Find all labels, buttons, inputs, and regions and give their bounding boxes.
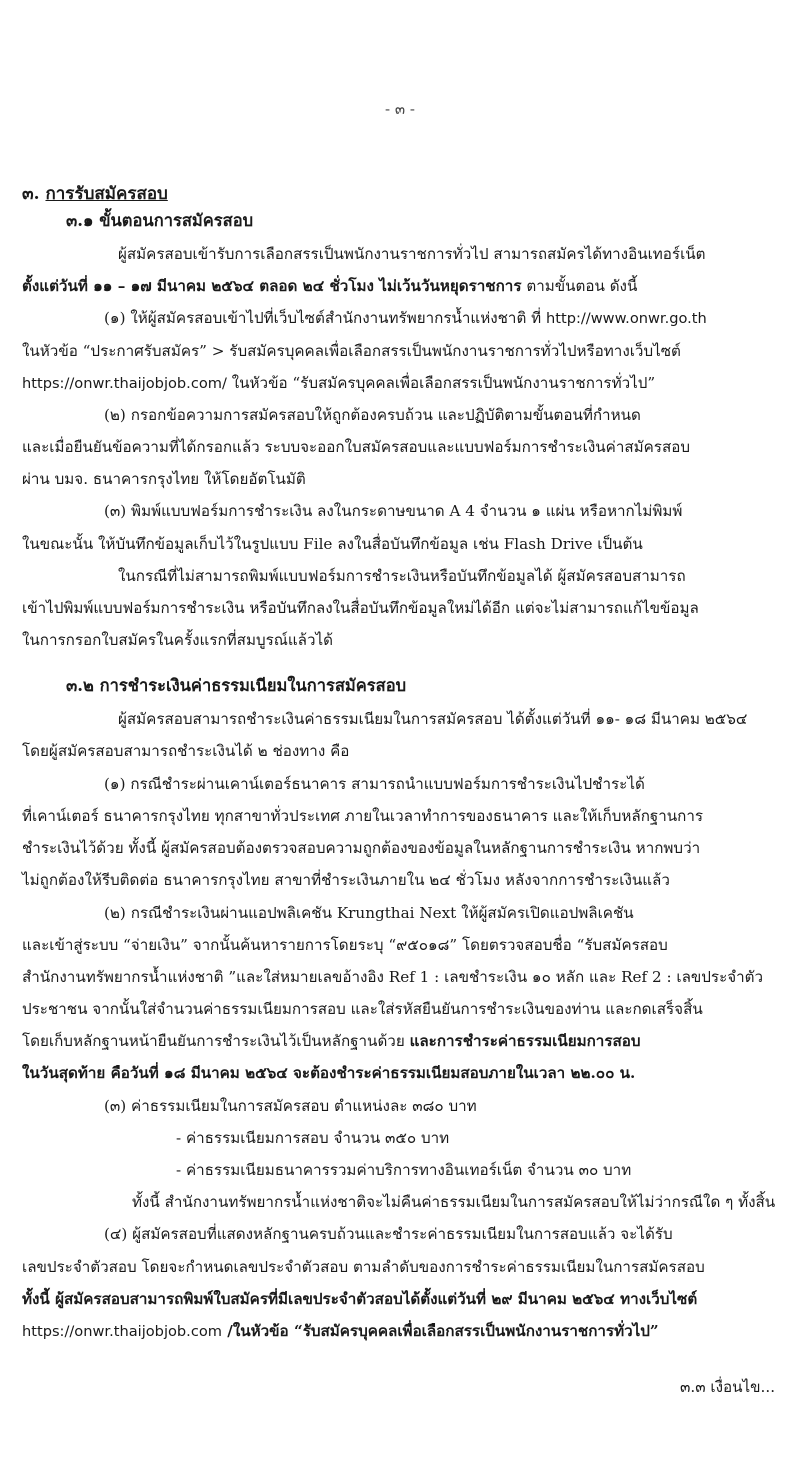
- page-number: - ๓ -: [385, 100, 415, 118]
- s31-item1-line: ในหัวข้อ “ประกาศรับสมัคร” > รับสมัครบุคคลเพื่อเลือกสรรเป็นพนักงานราชการทั่วไปหรือทางเว็บไซต์: [22, 342, 681, 360]
- s31-para-line: ในกรณีที่ไม่สามารถพิมพ์แบบฟอร์มการชำระเงินหรือบันทึกข้อมูลได้ ผู้สมัครสอบสามารถ: [118, 567, 686, 585]
- text-run: /ในหัวข้อ “รับสมัครบุคคลเพื่อเลือกสรรเป็นพนักงานราชการทั่วไป”: [222, 1322, 659, 1340]
- no-refund-note: ทั้งนี้ สำนักงานทรัพยากรน้ำแห่งชาติจะไม่คืนค่าธรรมเนียมในการสมัครสอบให้ไม่ว่ากรณีใด ๆ ทั้งสิ้น: [132, 1193, 776, 1211]
- s32-item4-line: ทั้งนี้ ผู้สมัครสอบสามารถพิมพ์ใบสมัครที่มีเลขประจำตัวสอบได้ตั้งแต่วันที่ ๒๙ มีนาคม ๒๕๖๔ ทางเว็บไซต์: [22, 1290, 698, 1308]
- s32-item2-line: สำนักงานทรัพยากรน้ำแห่งชาติ ”และใส่หมายเลขอ้างอิง Ref 1 : เลขชำระเงิน ๑๐ หลัก และ Ref 2 : เลขประจำตัว: [22, 968, 764, 986]
- section-number: ๓.: [22, 184, 40, 204]
- s31-item3-line: ในขณะนั้น ให้บันทึกข้อมูลเก็บไว้ในรูปแบบ File ลงในสื่อบันทึกข้อมูล เช่น Flash Drive เป็นต้น: [22, 535, 643, 553]
- s31-item2-line: และเมื่อยืนยันข้อความที่ได้กรอกแล้ว ระบบจะออกใบสมัครสอบและแบบฟอร์มการชำระเงินค่าสมัครสอบ: [22, 438, 690, 456]
- onwr-website-link[interactable]: http://www.onwr.go.th: [546, 310, 707, 327]
- s32-item4-line: [22, 1321, 659, 1342]
- text-run: ในหัวข้อ “รับสมัครบุคคลเพื่อเลือกสรรเป็นพนักงานราชการทั่วไป”: [226, 374, 656, 392]
- text-run: (๑) ให้ผู้สมัครสอบเข้าไปที่เว็บไซต์สำนักงานทรัพยากรน้ำแห่งชาติ ที่: [104, 309, 546, 327]
- s31-item3-line: (๓) พิมพ์แบบฟอร์มการชำระเงิน ลงในกระดาษขนาด A 4 จำนวน ๑ แผ่น หรือหากไม่พิมพ์: [104, 502, 683, 520]
- s32-para-line: ผู้สมัครสอบสามารถชำระเงินค่าธรรมเนียมในการสมัครสอบ ได้ตั้งแต่วันที่ ๑๑- ๑๘ มีนาคม ๒๕๖๔: [118, 710, 748, 728]
- fee-list-item: - ค่าธรรมเนียมธนาคารรวมค่าบริการทางอินเทอร์เน็ต จำนวน ๓๐ บาท: [176, 1161, 632, 1179]
- s32-item2-line: [22, 1031, 641, 1051]
- s32-item3-line: (๓) ค่าธรรมเนียมในการสมัครสอบ ตำแหน่งละ ๓๘๐ บาท: [104, 1097, 477, 1115]
- s32-item2-line: ประชาชน จากนั้นใส่จำนวนค่าธรรมเนียมการสอบ และใส่รหัสยืนยันการชำระเงินของท่าน และกดเสร็จสิ้น: [22, 1000, 703, 1018]
- thaijobjob-website-link[interactable]: https://onwr.thaijobjob.com: [22, 1323, 222, 1340]
- s32-item1-line: ไม่ถูกต้องให้รีบติดต่อ ธนาคารกรุงไทย สาขาที่ชำระเงินภายใน ๒๔ ชั่วโมง หลังจากการชำระเงินแล้ว: [22, 871, 670, 889]
- s32-item1-line: (๑) กรณีชำระผ่านเคาน์เตอร์ธนาคาร สามารถนำแบบฟอร์มการชำระเงินไปชำระได้: [104, 775, 645, 793]
- s32-item2-line: (๒) กรณีชำระเงินผ่านแอปพลิเคชัน Krungthai Next ให้ผู้สมัครเปิดแอปพลิเคชัน: [104, 904, 634, 922]
- s31-item1-line: [104, 308, 707, 329]
- thaijobjob-website-link[interactable]: https://onwr.thaijobjob.com/: [22, 375, 227, 392]
- s31-para-line: เข้าไปพิมพ์แบบฟอร์มการชำระเงิน หรือบันทึกลงในสื่อบันทึกข้อมูลใหม่ได้อีก แต่จะไม่สามารถแก้ไขข้อมูล: [22, 599, 699, 617]
- s32-item1-line: ชำระเงินไว้ด้วย ทั้งนี้ ผู้สมัครสอบต้องตรวจสอบความถูกต้องของข้อมูลในหลักฐานการชำระเงิน หากพบว่า: [22, 839, 701, 857]
- s32-item1-line: ที่เคาน์เตอร์ ธนาคารกรุงไทย ทุกสาขาทั่วประเทศ ภายในเวลาทำการของธนาคาร และให้เก็บหลักฐานการ: [22, 807, 704, 825]
- s31-para-line: ในการกรอกใบสมัครในครั้งแรกที่สมบูรณ์แล้วได้: [22, 631, 333, 649]
- subsection-3-2-title: ๓.๒ การชำระเงินค่าธรรมเนียมในการสมัครสอบ: [66, 676, 407, 695]
- s32-para-line: โดยผู้สมัครสอบสามารถชำระเงินได้ ๒ ช่องทาง คือ: [22, 742, 350, 760]
- continuation-marker: ๓.๓ เงื่อนไข...: [680, 1378, 776, 1396]
- s31-item1-line: [22, 373, 655, 394]
- fee-list-item: - ค่าธรรมเนียมการสอบ จำนวน ๓๕๐ บาท: [176, 1129, 450, 1147]
- deadline-note: และการชำระค่าธรรมเนียมการสอบ: [409, 1032, 641, 1050]
- s32-item2-deadline: ในวันสุดท้าย คือวันที่ ๑๘ มีนาคม ๒๕๖๔ จะต้องชำระค่าธรรมเนียมสอบภายในเวลา ๒๒.๐๐ น.: [22, 1064, 636, 1082]
- s32-item4-line: (๔) ผู้สมัครสอบที่แสดงหลักฐานครบถ้วนและชำระค่าธรรมเนียมในการสอบแล้ว จะได้รับ: [104, 1225, 673, 1243]
- section-heading: [22, 180, 168, 207]
- s31-para-line: [22, 276, 637, 296]
- s32-item4-line: เลขประจำตัวสอบ โดยจะกำหนดเลขประจำตัวสอบ ตามลำดับของการชำระค่าธรรมเนียมในการสมัครสอบ: [22, 1258, 705, 1276]
- text-run: ตามขั้นตอน ดังนี้: [521, 277, 638, 295]
- registration-period: ตั้งแต่วันที่ ๑๑ – ๑๗ มีนาคม ๒๕๖๔ ตลอด ๒๔ ชั่วโมง ไม่เว้นวันหยุดราชการ: [22, 277, 522, 295]
- subsection-3-1-title: ๓.๑ ขั้นตอนการสมัครสอบ: [66, 211, 254, 230]
- section-title: การรับสมัครสอบ: [45, 184, 168, 204]
- text-run: โดยเก็บหลักฐานหน้ายืนยันการชำระเงินไว้เป็นหลักฐานด้วย: [22, 1032, 410, 1050]
- s31-para-line: ผู้สมัครสอบเข้ารับการเลือกสรรเป็นพนักงานราชการทั่วไป สามารถสมัครได้ทางอินเทอร์เน็ต: [118, 245, 706, 263]
- s32-item2-line: และเข้าสู่ระบบ “จ่ายเงิน” จากนั้นค้นหารายการโดยระบุ “๙๕๐๑๘” โดยตรวจสอบชื่อ “รับสมัครสอบ: [22, 936, 668, 954]
- s31-item2-line: (๒) กรอกข้อความการสมัครสอบให้ถูกต้องครบถ้วน และปฏิบัติตามขั้นตอนที่กำหนด: [104, 406, 641, 424]
- s31-item2-line: ผ่าน บมจ. ธนาคารกรุงไทย ให้โดยอัตโนมัติ: [22, 470, 306, 488]
